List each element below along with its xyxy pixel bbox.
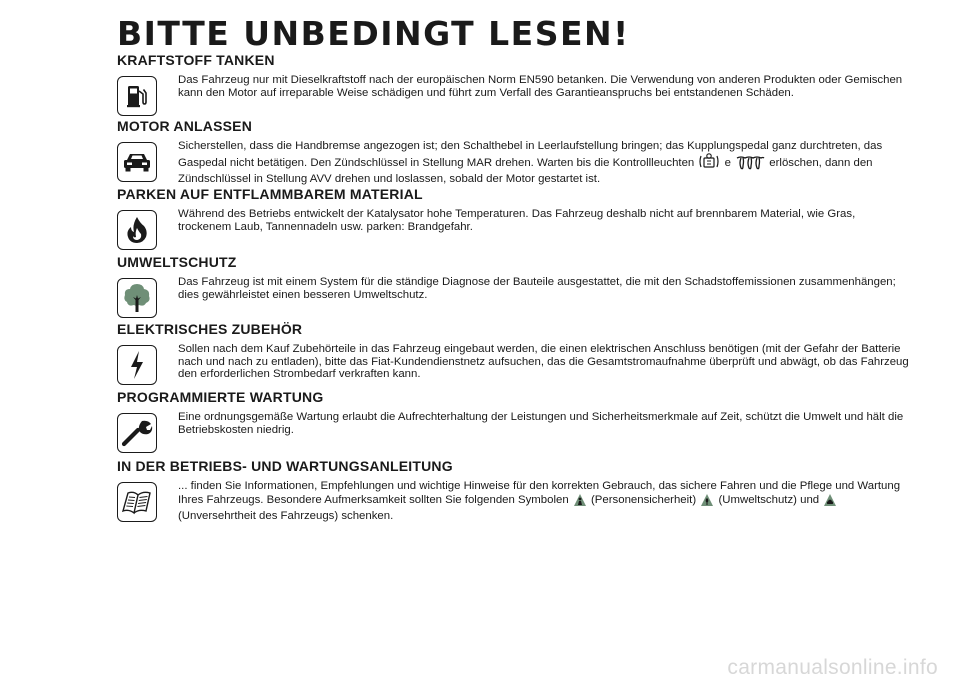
section-betriebsanleitung [117, 458, 917, 523]
section-parken [117, 186, 917, 233]
fuel-pump-icon [117, 76, 157, 116]
section-motor-anlassen [117, 118, 917, 186]
section-text [178, 480, 910, 523]
section-text: Während des Betriebs entwickelt der Katalysator hohe Temperaturen. Das Fahrzeug deshalb nicht auf brennbarem Material, wie Gras, trockenem Laub, Tannennadeln usw. parken: Brandgefahr. [178, 208, 856, 233]
section-heading: IN DER BETRIEBS- UND WARTUNGSANLEITUNG [117, 458, 453, 474]
section-heading: ELEKTRISCHES ZUBEHÖR [117, 321, 303, 337]
section-text-part: (Personensicherheit) [591, 493, 697, 506]
section-text: Das Fahrzeug ist mit einem System für die ständige Diagnose der Bauteile ausgestattet, die mit den Schadstoffemissionen zusammenhängen; dies gewährleistet einen besseren Umweltschutz. [178, 276, 896, 301]
lightning-bolt-icon [117, 345, 157, 385]
section-text-part: e [724, 156, 731, 169]
section-programmierte-wartung [117, 389, 917, 436]
wrench-icon [117, 413, 157, 453]
section-heading: PROGRAMMIERTE WARTUNG [117, 389, 324, 405]
vehicle-integrity-symbol-icon [823, 493, 837, 511]
section-text-part: Sicherstellen, dass die Handbremse angezogen ist; den Schalthebel in Leerlaufstellung bringen; das Kupplungspedal ganz durchtreten, das Gaspedal nicht betätigen. Den Zündschlüssel in Stellung MAR drehen. Warten bis die Kontrollleuchten [178, 140, 883, 169]
section-text: Das Fahrzeug nur mit Dieselkraftstoff nach der europäischen Norm EN590 betanken. Die Verwendung von anderen Produkten oder Gemischen kann den Motor auf irreparable Weise schädigen und führt zum Verfall des Garantieanspruchs bei entstandenen Schäden. [178, 74, 903, 99]
watermark: carmanualsonline.info [727, 656, 938, 679]
section-kraftstoff-tanken [117, 52, 917, 99]
glow-plug-warning-icon [698, 153, 720, 174]
tree-icon [117, 278, 157, 318]
section-heading: KRAFTSTOFF TANKEN [117, 52, 275, 68]
section-text-part: (Unversehrtheit des Fahrzeugs) schenken. [178, 510, 394, 523]
section-text-part: erlöschen, dann den Zündschlüssel in Stellung AVV drehen und loslassen, sobald der Motor gestartet ist. [178, 156, 873, 186]
section-heading: MOTOR ANLASSEN [117, 118, 253, 134]
preheating-coil-icon [735, 155, 765, 174]
personal-safety-symbol-icon [573, 493, 587, 511]
section-heading: PARKEN AUF ENTFLAMMBAREM MATERIAL [117, 186, 423, 202]
section-text-part: ... finden Sie Informationen, Empfehlungen und wichtige Hinweise für den korrekten Gebrauch, das sichere Fahren und die Pflege und Wartung Ihres Fahrzeugs. Besondere Aufmerksamkeit sollten Sie folgenden Symbolen [178, 480, 901, 506]
section-text-part: (Umweltschutz) und [718, 493, 820, 506]
car-front-icon [117, 142, 157, 182]
section-heading: UMWELTSCHUTZ [117, 254, 237, 270]
section-text: Eine ordnungsgemäße Wartung erlaubt die Aufrechterhaltung der Leistungen und Sicherheitsmerkmale auf Zeit, schützt die Umwelt und hält die Betriebskosten niedrig. [178, 411, 904, 436]
open-book-icon [117, 482, 157, 522]
section-umweltschutz [117, 254, 917, 301]
environment-symbol-icon [700, 493, 714, 511]
section-text: Sollen nach dem Kauf Zubehörteile in das Fahrzeug eingebaut werden, die einen elektrischen Anschluss benötigen (mit der Gefahr der Batterie nach und nach zu entladen), bitte das Fiat-Kundendienstnetz aufsuchen, das die Gesamtstromaufnahme überprüft und abwägt, ob das Fahrzeug den erforderlichen Strombedarf verkraften kann. [178, 343, 909, 381]
flame-icon [117, 210, 157, 250]
page-title: BITTE UNBEDINGT LESEN! [117, 14, 630, 53]
section-elektrisches-zubehoer [117, 321, 917, 381]
section-text [178, 140, 910, 186]
